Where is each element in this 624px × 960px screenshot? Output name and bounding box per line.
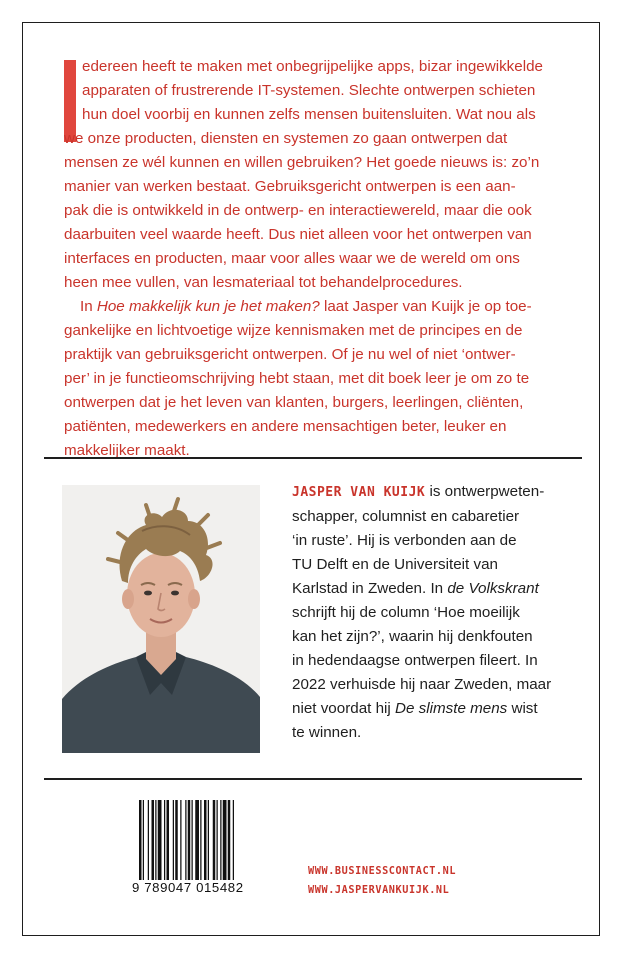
blurb-line: gankelijke en lichtvoetige wijze kennismaken met de principes en de bbox=[64, 322, 523, 339]
blurb-line: mensen ze wél kunnen en willen gebruiken? Het goede nieuws is: zo’n bbox=[64, 154, 540, 171]
author-name: JASPER VAN KUIJK bbox=[292, 485, 426, 500]
barcode-bar bbox=[213, 800, 216, 880]
barcode-bar bbox=[158, 800, 162, 880]
blurb-line: per’ in je functieomschrijving hebt staan, met dit boek leer je om zo te bbox=[64, 370, 530, 387]
bio-line: 2022 verhuisde hij naar Zweden, maar bbox=[292, 676, 552, 693]
blurb-line: daarbuiten veel waarde heeft. Dus niet alleen voor het ontwerpen van bbox=[64, 226, 532, 243]
blurb-line: interfaces en producten, maar voor alles waar we de wereld om ons bbox=[64, 250, 520, 267]
blurb-line: heen mee vullen, van lesmateriaal tot behandelprocedures. bbox=[64, 274, 463, 291]
barcode-bar bbox=[173, 800, 174, 880]
barcode-bar bbox=[204, 800, 207, 880]
author-photo bbox=[62, 485, 260, 753]
isbn-number: 9 789047 015482 bbox=[132, 880, 244, 895]
bio-line: in hedendaagse ontwerpen fileert. In bbox=[292, 652, 538, 669]
blurb-line: hun doel voorbij en kunnen zelfs mensen buitensluiten. Wat nou als bbox=[82, 106, 536, 123]
book-title: Hoe makkelijk kun je het maken? bbox=[96, 298, 320, 315]
barcode-bar bbox=[200, 800, 201, 880]
bio-text: wist bbox=[507, 700, 538, 717]
barcode-bar bbox=[180, 800, 181, 880]
blurb-line: praktijk van gebruiksgericht ontwerpen. Of je nu wel of niet ‘ontwer- bbox=[64, 346, 516, 363]
bio-line: schrijft hij de column ‘Hoe moeilijk bbox=[292, 604, 520, 621]
barcode-bar bbox=[143, 800, 144, 880]
blurb-para2-rest: laat Jasper van Kuijk je op toe- bbox=[319, 298, 532, 315]
bio-text: Karlstad in Zweden. In bbox=[292, 580, 448, 597]
blurb-line: we onze producten, diensten en systemen zo gaan ontwerpen dat bbox=[64, 130, 508, 147]
blurb-line: ontwerpen dat je het leven van klanten, burgers, leerlingen, cliënten, bbox=[64, 394, 524, 411]
blurb-line: pak die is ontwikkeld in de ontwerp- en interactiewereld, maar die ook bbox=[64, 202, 532, 219]
bio-line bbox=[292, 577, 592, 601]
blurb-line: makkelijker maakt. bbox=[64, 442, 190, 459]
blurb-line: edereen heeft te maken met onbegrijpelijke apps, bizar ingewikkelde bbox=[82, 58, 543, 75]
blurb-line: apparaten of frustrerende IT-systemen. Slechte ontwerpen schieten bbox=[82, 82, 536, 99]
bio-line: schapper, columnist en cabaretier bbox=[292, 508, 520, 525]
barcode-bar bbox=[223, 800, 227, 880]
barcode-bar bbox=[192, 800, 193, 880]
barcode-bar bbox=[217, 800, 218, 880]
bio-line: te winnen. bbox=[292, 724, 362, 741]
blurb-line: manier van werken bestaat. Gebruiksgericht ontwerpen is een aan- bbox=[64, 178, 516, 195]
barcode-bar bbox=[175, 800, 178, 880]
barcode-bar bbox=[208, 800, 209, 880]
blurb-text bbox=[64, 55, 584, 463]
bio-text: is ontwerpweten- bbox=[425, 483, 545, 500]
website-links bbox=[308, 862, 456, 900]
author-bio bbox=[292, 480, 592, 745]
barcode-bar bbox=[233, 800, 234, 880]
top-divider bbox=[44, 457, 582, 459]
barcode-bar bbox=[155, 800, 156, 880]
barcode-bar bbox=[195, 800, 199, 880]
bio-line: kan het zijn?’, waarin hij denkfouten bbox=[292, 628, 533, 645]
barcode-bar bbox=[188, 800, 191, 880]
bio-line: ‘in ruste’. Hij is verbonden aan de bbox=[292, 532, 517, 549]
bio-line bbox=[292, 480, 592, 505]
barcode-bar bbox=[185, 800, 186, 880]
barcode-bar bbox=[148, 800, 149, 880]
blurb-para2-intro: In bbox=[80, 298, 97, 315]
blurb-para2-first-line bbox=[64, 295, 584, 319]
bio-line bbox=[292, 697, 592, 721]
author-url[interactable]: WWW.JASPERVANKUIJK.NL bbox=[308, 885, 450, 896]
barcode-bar bbox=[228, 800, 231, 880]
barcode-bar bbox=[220, 800, 221, 880]
bio-text: niet voordat hij bbox=[292, 700, 395, 717]
barcode-bar bbox=[164, 800, 165, 880]
tv-show-title: De slimste mens bbox=[395, 700, 508, 717]
blurb-line: patiënten, medewerkers en andere mensachtigen beter, leuker en bbox=[64, 418, 507, 435]
barcode-bar bbox=[139, 800, 142, 880]
publisher-url[interactable]: WWW.BUSINESSCONTACT.NL bbox=[308, 866, 457, 877]
barcode-bar bbox=[167, 800, 170, 880]
barcode-bar bbox=[152, 800, 155, 880]
bottom-divider bbox=[44, 778, 582, 780]
newspaper-title: de Volkskrant bbox=[447, 580, 539, 597]
barcode bbox=[138, 800, 262, 880]
bio-line: TU Delft en de Universiteit van bbox=[292, 556, 498, 573]
